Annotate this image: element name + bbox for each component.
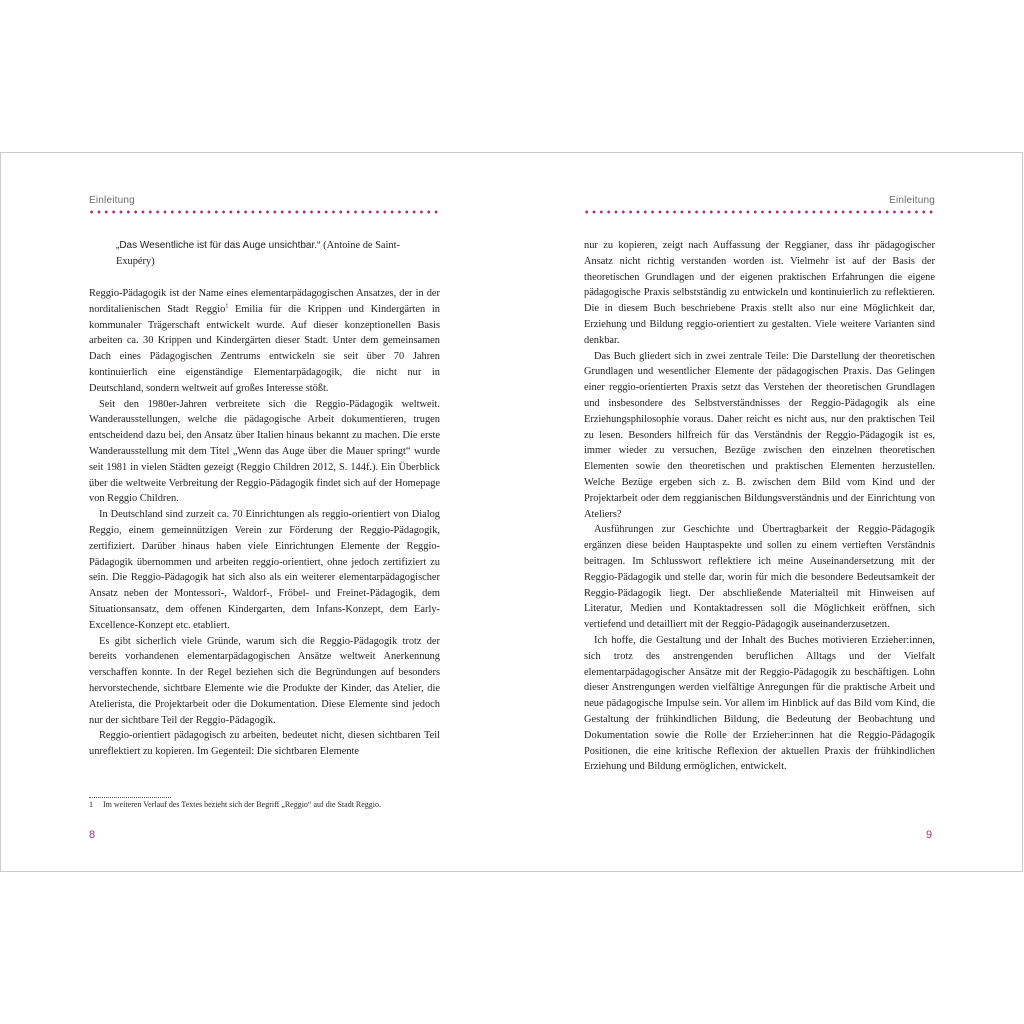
paragraph: Es gibt sicherlich viele Gründe, warum sich die Reggio-Pädagogik trotz der bereits vorhandenen elementarpädagogischen Ansätze weltweit Anerkennung verschaffen konnte. In der Regel beziehen sich die Begründungen auf besonders hervorstechende, sichtbare Elemente wie die Produkte der Kinder, das Atelier, die Atelierista, die Projektarbeit oder die Dokumentation. Diese Elemente sind jedoch nur der sichtbare Teil der Reggio-Pädagogik. bbox=[89, 635, 440, 726]
left-body-text bbox=[89, 286, 440, 760]
paragraph: Reggio-orientiert pädagogisch zu arbeiten, bedeutet nicht, diesen sichtbaren Teil unreflektiert zu kopieren. Im Gegenteil: Die sichtbaren Elemente bbox=[89, 730, 440, 758]
paragraph: Seit den 1980er-Jahren verbreitete sich die Reggio-Pädagogik weltweit. Wanderausstellungen, welche die pädagogische Arbeit dokumentieren, trugen entscheidend dazu bei, den Ansatz über Italien hinaus bekannt zu machen. Die erste Wanderausstellung mit dem Titel „Wenn das Auge über die Mauer springt“ wurde seit 1981 in vielen Städten gezeigt (Reggio Children 2012, S. 144f.). Ein Überblick über die weltweite Verbreitung der Reggio-Pädagogik findet sich auf der Homepage von Reggio Children. bbox=[89, 398, 440, 505]
paragraph: Das Buch gliedert sich in zwei zentrale Teile: Die Darstellung der theoretischen Grundlagen und wesentlicher Elemente der pädagogischen Praxis. Das Gelingen einer reggio-orientierten Praxis setzt das Verstehen der theoretischen Grundlagen und insbesondere des Selbstverständnisses der Reggio-Pädagogik als eine Erziehungsphilosophie voraus. Daher reicht es nicht aus, nur den praktischen Teil zu lesen. Besonders hilfreich für das Verständnis der Reggio-Pädagogik ist es, immer wieder zu versuchen, Bezüge zwischen den einzelnen theoretischen Elementen sowie den theoretischen und praktischen Elementen herzustellen. Welche Bezüge ergeben sich z. B. zwischen dem Bild vom Kind und der Projektarbeit oder dem reggianischen Bildungsverständnis und der Einrichtung von Ateliers? bbox=[584, 350, 935, 520]
paragraph: Ausführungen zur Geschichte und Übertragbarkeit der Reggio-Pädagogik ergänzen diese beiden Hauptaspekte und sollen zu einem vertieften Verständnis beitragen. Im Schlusswort reflektiere ich meine Auseinandersetzung mit der Reggio-Pädagogik und stelle dar, worin für mich die besondere Bedeutsamkeit der Reggio-Pädagogik liegt. Der abschließende Materialteil mit Hinweisen auf Literatur, Medien und Kontaktadressen soll die Möglichkeit eröffnen, sich vertiefend und detailliert mit der Reggio-Pädagogik auseinanderzusetzen. bbox=[584, 524, 935, 631]
running-head-right: Einleitung bbox=[889, 195, 935, 206]
dotted-rule-right bbox=[583, 210, 935, 214]
footnote bbox=[89, 799, 449, 810]
page-number-left: 8 bbox=[89, 829, 96, 841]
footnote-number: 1 bbox=[89, 800, 93, 809]
page-number-right: 9 bbox=[926, 829, 933, 841]
footnote-marker: 1 bbox=[225, 303, 229, 310]
right-body-text bbox=[584, 238, 935, 775]
paragraph: In Deutschland sind zurzeit ca. 70 Einrichtungen als reggio-orientiert von Dialog Reggio, einem gemeinnützigen Verein zur Förderung der Reggio-Pädagogik, zertifiziert. Darüber hinaus haben viele Einrichtungen Elemente der Reggio-Pädagogik übernommen und arbeiten reggio-orientiert, ohne jedoch zertifiziert zu sein. Die Reggio-Pädagogik hat sich also als ein weiterer elementarpädagogischer Ansatz neben der Montessori-, Waldorf-, Fröbel- und Freinet-Pädagogik, dem Situationsansatz, dem offenen Kindergarten, dem Infans-Konzept, dem Early-Excellence-Konzept etc. etabliert. bbox=[89, 509, 440, 631]
epigraph bbox=[116, 238, 436, 270]
epigraph-quote: „Das Wesentliche ist für das Auge unsichtbar.“ bbox=[116, 240, 321, 251]
paragraph: Reggio-Pädagogik ist der Name eines elementarpädagogischen Ansatzes, der in der norditalienischen Stadt Reggio$^1$ Emilia für die Krippen und Kindergärten in kommunaler Trägerschaft entwickelt wurde. Auf dieser konzeptionellen Basis arbeiten ca. 30 Krippen und Kindergärten dieser Stadt. Unter dem gemeinsamen Dach eines Pädagogischen Zentrums entwickeln sie seit über 70 Jahren kontinuierlich eine eigenständige Elementarpädagogik, die nicht nur in Deutschland, sondern weltweit auf großes Interesse stößt. bbox=[89, 288, 440, 394]
footnote-text: Im weiteren Verlauf des Textes bezieht sich der Begriff „Reggio“ auf die Stadt Reggio. bbox=[103, 800, 382, 809]
epigraph-source: (Antoine de Saint-Exupéry) bbox=[116, 240, 400, 267]
paragraph: Ich hoffe, die Gestaltung und der Inhalt des Buches motivieren Erzieher:innen, sich trotz des anstrengenden beruflichen Alltags und der Vielfalt elementarpädagogischer Ansätze mit der Reggio-Pädagogik zu beschäftigen. Lohn dieser Anstrengungen werden vielfältige Anregungen für die praktische Arbeit und neue pädagogische Impulse sein. Vor allem im Hinblick auf das Bild vom Kind, die Gestaltung der frühkindlichen Bildung, die Bedeutung der Beobachtung und Dokumentation sowie die Rolle der Erzieher:innen hat die Reggio-Pädagogik Positionen, die eine kritische Reflexion der aktuellen Praxis der frühkindlichen Erziehung und Bildung ermöglichen, entwickelt. bbox=[584, 634, 935, 773]
paragraph: nur zu kopieren, zeigt nach Auffassung der Reggianer, dass ihr pädagogischer Ansatz nicht richtig verstanden worden ist. Vielmehr ist auf der Basis der theoretischen Grundlagen und der eigenen praktischen Erfahrungen die eigene pädagogische Praxis selbstständig zu entwickeln und kontinuierlich zu reflektieren. Die in diesem Buch beschriebene Praxis stellt also nur eine Möglichkeit dar, Erziehung und Bildung reggio-orientiert zu gestalten. Viele weitere Varianten sind denkbar. bbox=[584, 240, 935, 346]
dotted-rule-left bbox=[88, 210, 440, 214]
running-head-left: Einleitung bbox=[89, 195, 135, 206]
